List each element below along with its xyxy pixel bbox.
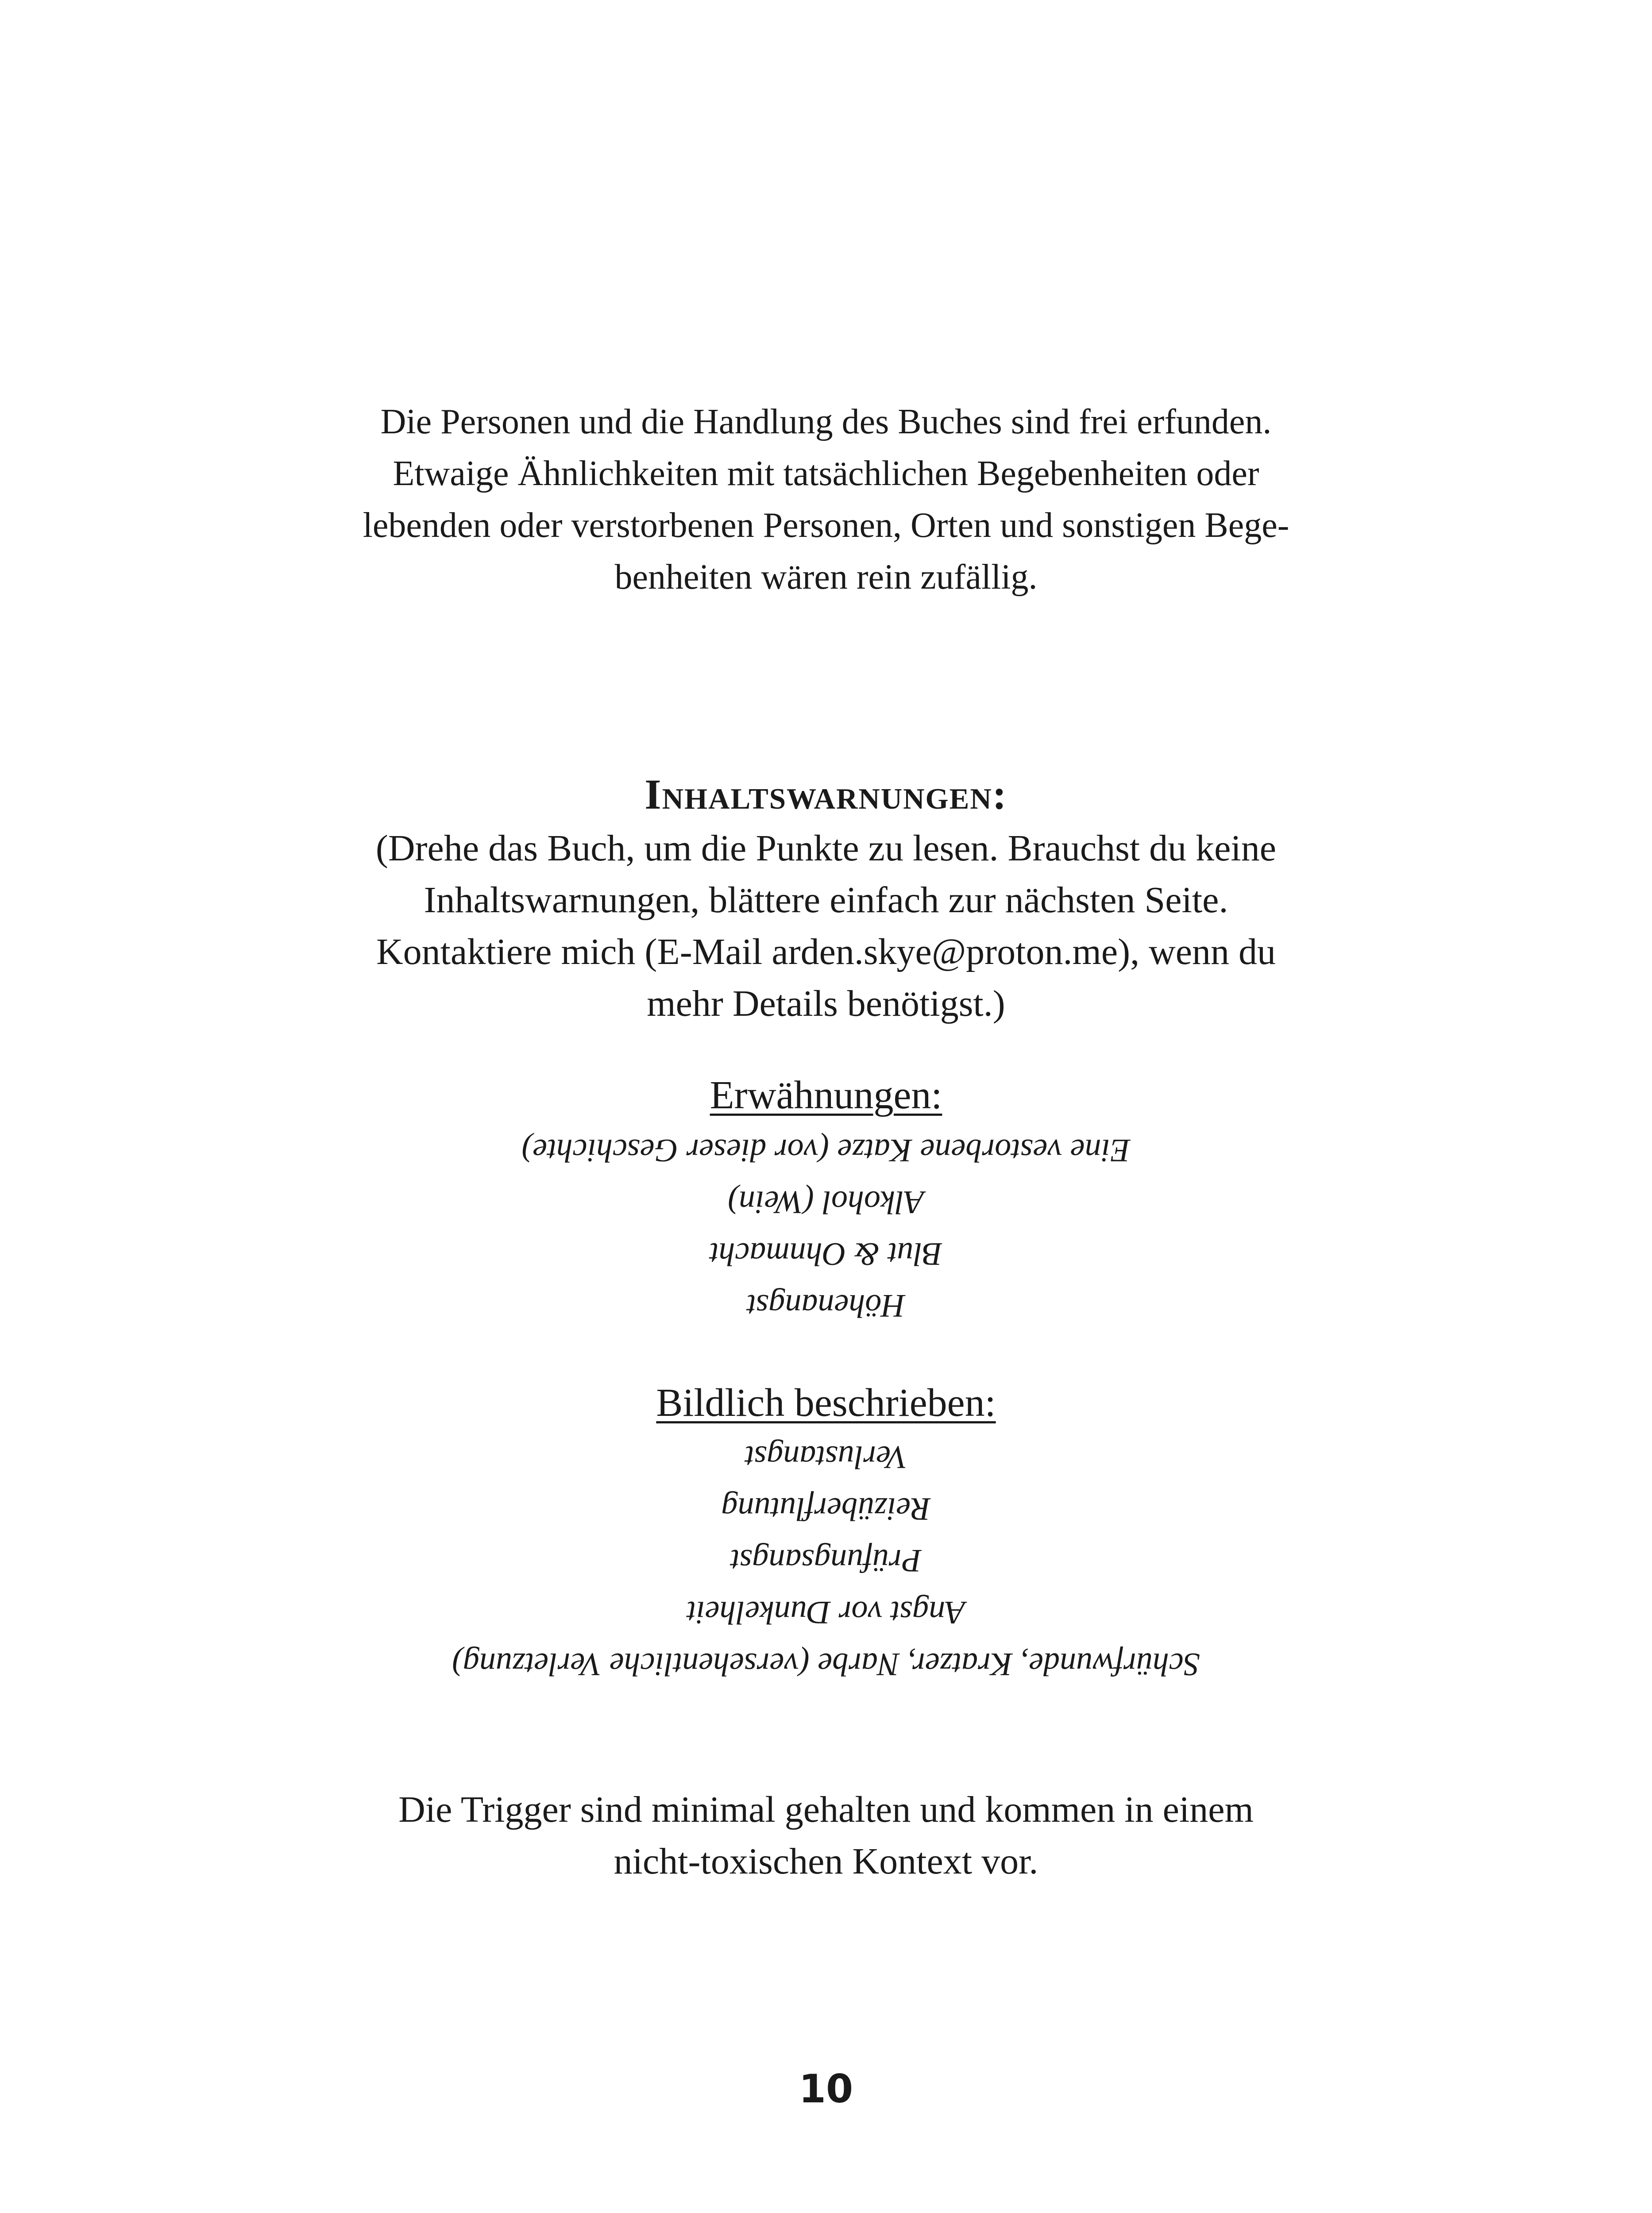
closing-line: Die Trigger sind minimal gehalten und kommen in einem (398, 1789, 1254, 1830)
disclaimer-paragraph (0, 396, 1652, 603)
depicted-item: Prüfungsangst (730, 1542, 922, 1579)
disclaimer-line: benheiten wären rein zufällig. (614, 558, 1038, 597)
mentions-list (0, 1124, 1652, 1331)
disclaimer-line: Etwaige Ähnlichkeiten mit tatsächlichen Begebenheiten oder (393, 454, 1259, 493)
page-number: 10 (799, 2066, 853, 2112)
mention-item: Alkohol (Wein) (728, 1184, 924, 1220)
disclaimer-line: lebenden oder verstorbenen Personen, Orten und sonstigen Bege- (363, 506, 1289, 545)
intro-line: Inhaltswarnungen, blättere einfach zur nächsten Seite. (424, 879, 1228, 921)
depicted-heading: Bildlich beschrieben: (656, 1381, 996, 1425)
closing-paragraph (0, 1784, 1652, 1887)
intro-line: mehr Details benötigst.) (647, 983, 1005, 1024)
intro-line: Kontaktiere mich (E-Mail arden.skye@proton.me), wenn du (376, 931, 1276, 972)
depicted-item: Angst vor Dunkelheit (687, 1594, 965, 1631)
mention-item: Höhenangst (747, 1288, 905, 1324)
content-warnings-intro (0, 822, 1652, 1029)
disclaimer-line: Die Personen und die Handlung des Buches sind frei erfunden. (380, 402, 1272, 441)
depicted-item: Verlustangst (745, 1439, 907, 1475)
mentions-heading: Erwähnungen: (710, 1073, 942, 1117)
depicted-item: Schürfwunde, Kratzer, Narbe (versehentliche Verletzung) (452, 1646, 1200, 1682)
depicted-list (0, 1431, 1652, 1690)
mention-item: Eine vestorbene Katze (vor dieser Geschichte) (521, 1132, 1131, 1168)
intro-line: (Drehe das Buch, um die Punkte zu lesen. Brauchst du keine (375, 828, 1277, 869)
mention-item: Blut & Ohnmacht (709, 1236, 943, 1272)
depicted-item: Reizüberflutung (721, 1491, 931, 1527)
content-warnings-heading: Inhaltswarnungen: (645, 771, 1007, 818)
closing-line: nicht-toxischen Kontext vor. (614, 1841, 1038, 1882)
